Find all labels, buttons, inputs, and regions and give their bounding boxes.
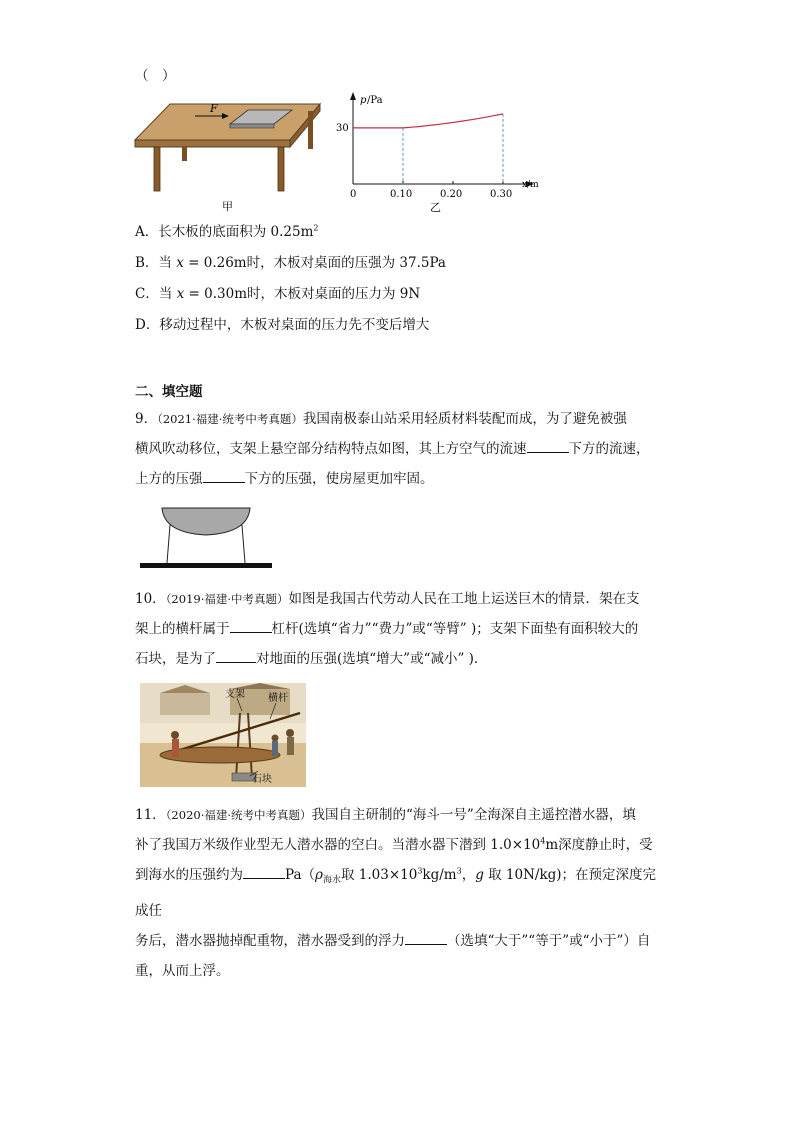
- house-drawing: [140, 503, 280, 573]
- transport-drawing: [140, 683, 306, 787]
- caption-jia: 甲: [222, 200, 233, 213]
- option-c: C．当 x = 0.30m时，木板对桌面的压力为 9N: [135, 286, 421, 302]
- question-9: 9．（2021·福建·统考中考真题）我国南极泰山站采用轻质材料装配而成，为了避免被强 横风吹动移位，支架上悬空部分结构特点如图，其上方空气的流速 下方的流速， 上方的压强 下方的压强，使房屋更加牢固。: [135, 411, 650, 487]
- x-tick-010: 0.10: [390, 189, 413, 200]
- answer-paren: （ ）: [135, 68, 176, 84]
- blank-9-1[interactable]: [527, 438, 569, 453]
- caption-yi: 乙: [430, 201, 441, 214]
- y-axis-arrow: [350, 92, 356, 100]
- option-d: D．移动过程中，木板对桌面的压力先不变后增大: [135, 317, 430, 333]
- label-support: 支架: [225, 689, 245, 700]
- force-label: F: [210, 102, 218, 115]
- label-stone: 石块: [252, 774, 272, 785]
- blank-10-2[interactable]: [216, 648, 256, 663]
- label-bar: 横杆: [268, 693, 288, 704]
- table-drawing: [130, 98, 330, 216]
- section-title: 二、填空题: [135, 384, 203, 400]
- y-tick-30: 30: [336, 123, 349, 134]
- y-axis-label-unit: /Pa: [367, 95, 383, 106]
- option-a: A．长木板的底面积为 $0.25m^2$: [135, 223, 319, 240]
- blank-10-1[interactable]: [230, 618, 272, 633]
- blank-11-2[interactable]: [405, 930, 447, 945]
- x-tick-0: 0: [350, 189, 357, 200]
- figure-ancient-transport: [140, 683, 306, 787]
- figure-house: [140, 503, 280, 573]
- x-tick-030: 0.30: [490, 189, 513, 200]
- y-axis-label: p: [360, 95, 367, 106]
- option-b: B．当 x = 0.26m时，木板对桌面的压强为 37.5Pa: [135, 255, 446, 271]
- figure-table: [130, 98, 330, 216]
- pressure-chart: [330, 90, 550, 216]
- blank-9-2[interactable]: [203, 468, 245, 483]
- figure-chart: [330, 90, 550, 216]
- question-10: 10．（2019·福建·中考真题）如图是我国古代劳动人民在工地上运送巨木的情景．架在支 架上的横杆属于 杠杆(选填“省力”“费力”或“等臂” )；支架下面垫有面积较大的 石块，是为了 对地面的压强(选填“增大”或“减小” )．: [135, 591, 640, 667]
- x-tick-020: 0.20: [440, 189, 463, 200]
- x-axis-label: x/m: [522, 180, 539, 190]
- pressure-curve: [353, 114, 503, 128]
- question-11: 11．（2020·福建·统考中考真题）我国自主研制的“海斗一号”全海深自主遥控潜水器，填 补了我国万米级作业型无人潜水器的空白。当潜水器下潜到 $1.0\times 10^4m$深度静止时，受 到海水的压强约为 $Pa(\rho_{海水}$取 $1.03\times 10^3kg/m^3$，g 取 10N/kg)；在预定深度完成任 务后，潜水器抛掉配重物，潜水器受到的浮力 （选填“大于”“等于”或“小于”）自 重，从而上浮。: [135, 807, 657, 979]
- blank-11-1[interactable]: [243, 864, 285, 879]
